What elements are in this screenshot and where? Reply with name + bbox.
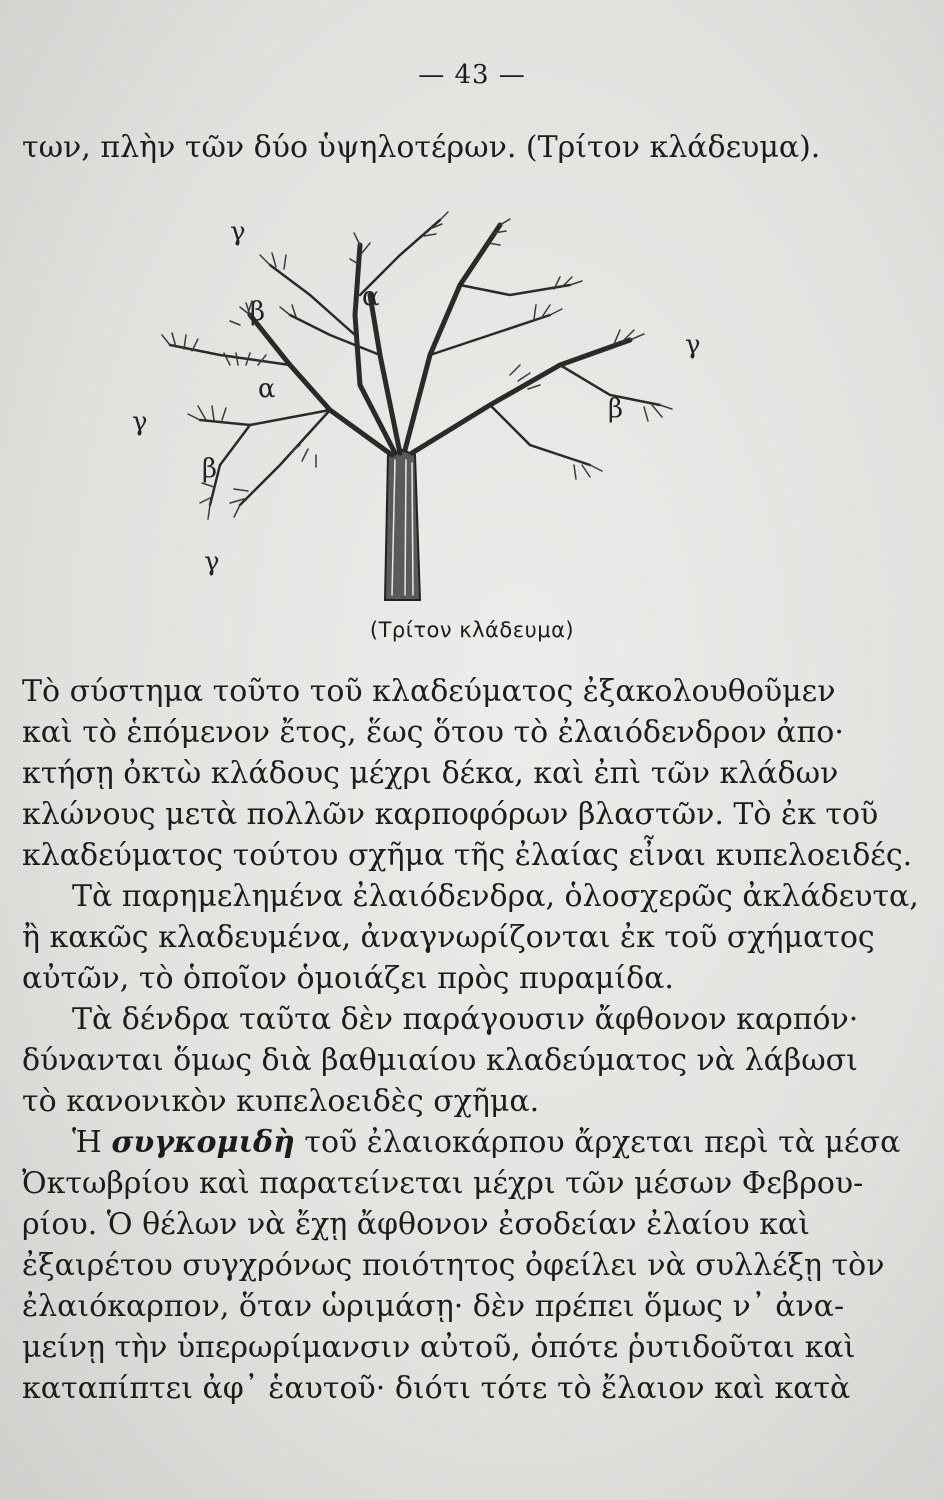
text-line: ρίου. Ὁ θέλων νὰ ἔχῃ ἄφθονον ἐσοδείαν ἐλαίου καὶ — [22, 1207, 810, 1242]
tree-trunk — [385, 450, 420, 600]
figure-label: β — [608, 394, 624, 424]
text-line: Τὰ δένδρα ταῦτα δὲν παράγουσιν ἄφθονον καρπόν· — [72, 1002, 859, 1037]
text-line: Ὀκτωβρίου καὶ παρατείνεται μέχρι τῶν μέσων Φεβρου- — [22, 1166, 864, 1201]
page-number: — 43 — — [418, 60, 526, 90]
text-line: Τὰ παρημελημένα ἐλαιόδενδρα, ὁλοσχερῶς ἀκλάδευτα, — [72, 879, 919, 914]
figure-label: α — [362, 282, 380, 312]
text-line: κλώνους μετὰ πολλῶν καρποφόρων βλαστῶν. Τὸ ἐκ τοῦ — [22, 797, 879, 832]
figure-label: γ — [230, 217, 246, 247]
text-line: ἐξαιρέτου συγχρόνως ποιότητος ὀφείλει νὰ συλλέξῃ τὸν — [22, 1248, 885, 1283]
figure-label: γ — [132, 407, 148, 437]
harvest-prefix: Ἡ — [72, 1125, 112, 1160]
text-line: ἐλαιόκαρπον, ὅταν ὡριμάσῃ· δὲν πρέπει ὅμως ν᾿ ἀνα- — [22, 1289, 845, 1324]
harvest-first-line — [22, 1125, 901, 1160]
text-line: τὸ κανονικὸν κυπελοειδὲς σχῆμα. — [22, 1084, 540, 1119]
figure-label: γ — [204, 547, 220, 577]
text-line: κλαδεύματος τούτου σχῆμα τῆς ἐλαίας εἶναι κυπελοειδές. — [22, 838, 913, 873]
text-line: ἢ κακῶς κλαδευμένα, ἀναγνωρίζονται ἐκ τοῦ σχήματος — [22, 920, 875, 955]
tree-foliage — [162, 212, 672, 519]
harvest-rest: τοῦ ἐλαιοκάρπου ἄρχεται περὶ τὰ μέσα — [294, 1125, 901, 1160]
figure-label: β — [250, 297, 266, 327]
text-line: Τὸ σύστημα τοῦτο τοῦ κλαδεύματος ἐξακολουθοῦμεν — [22, 674, 836, 709]
text-line: δύνανται ὅμως διὰ βαθμιαίου κλαδεύματος νὰ λάβωσι — [22, 1043, 858, 1078]
text-line-top: των, πλὴν τῶν δύο ὑψηλοτέρων. (Τρίτον κλάδευμα). — [22, 130, 821, 165]
text-line: κτήσῃ ὀκτὼ κλάδους μέχρι δέκα, καὶ ἐπὶ τῶν κλάδων — [22, 756, 839, 791]
text-line: μείνῃ τὴν ὑπερωρίμανσιν αὐτοῦ, ὁπότε ῥυτιδοῦται καὶ — [22, 1330, 856, 1365]
harvest-term: συγκομιδὴ — [111, 1125, 295, 1160]
tree-branches — [250, 225, 630, 455]
olive-tree-illustration — [130, 205, 710, 605]
figure-label: γ — [685, 330, 701, 360]
text-line: καταπίπτει ἀφ᾿ ἑαυτοῦ· διότι τότε τὸ ἔλαιον καὶ κατὰ — [22, 1371, 851, 1406]
text-line: καὶ τὸ ἑπόμενον ἔτος, ἕως ὅτου τὸ ἐλαιόδενδρον ἀπο· — [22, 715, 844, 750]
text-line: αὐτῶν, τὸ ὁποῖον ὁμοιάζει πρὸς πυραμίδα. — [22, 961, 674, 996]
figure-label: α — [258, 374, 276, 404]
figure-caption: (Τρίτον κλάδευμα) — [369, 618, 575, 642]
figure-label: β — [202, 454, 218, 484]
